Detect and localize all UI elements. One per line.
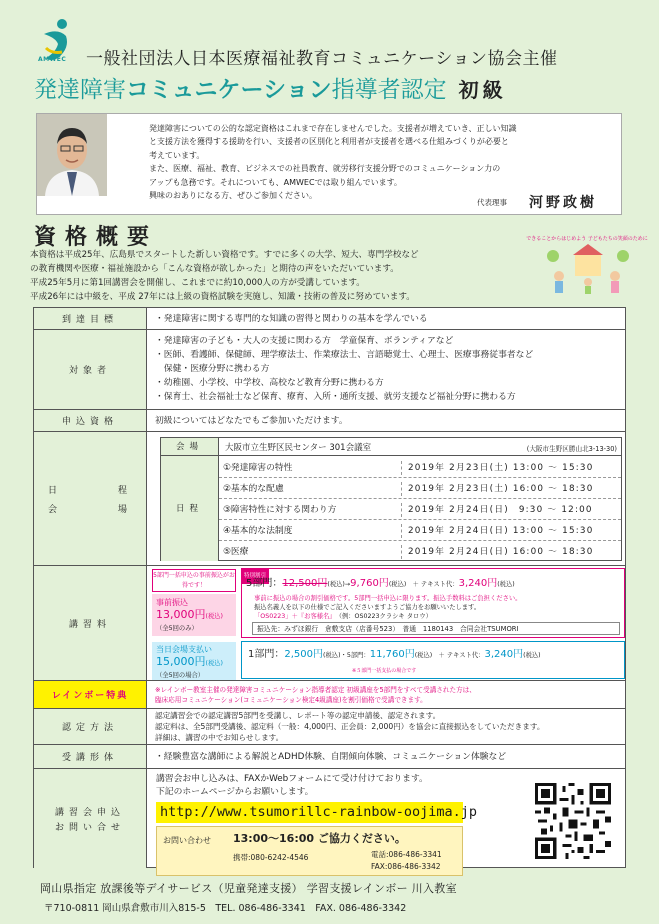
intro-line: と支援方法を獲得する援助を行い、支援者の区別化と利用者が支援者を選べる仕組みづくりが必要と [149, 137, 509, 147]
days-label: 日程 [161, 456, 219, 561]
rainbow-label: レインボー特典 [34, 681, 147, 708]
intro-line: 考えています。 [149, 150, 205, 160]
dayof-tax: (税込) [205, 660, 224, 667]
session-row [219, 499, 621, 520]
bank-info: 振込先：みずほ銀行 倉敷支店（店番号523） 普通 1180143 合同会社TSUMORI [252, 622, 620, 635]
row-schedule [34, 431, 625, 565]
requirement-label: 申込資格 [34, 410, 147, 431]
title-part2: コミュニケーション [126, 77, 332, 103]
info-table [33, 307, 626, 871]
homepage-link[interactable]: http://www.tsumorillc-rainbow-oojima.jp [156, 802, 463, 823]
special-tax: (税込) [497, 581, 515, 588]
row-target [34, 329, 625, 409]
target-line: ・発達障害の子ども・大人の支援に関わる方 学童保育、ボランティアなど [155, 336, 454, 346]
venue-label: 会場 [161, 438, 219, 455]
fee-note: 5部門一括申込の事前振込がお得です！ [152, 569, 236, 592]
fee-label: 講習料 [34, 566, 147, 680]
inquiry-box [156, 826, 463, 876]
special-discount-box [241, 568, 625, 638]
overview-heading: 資格概要 [34, 225, 159, 250]
tel-number: 電話:086-486-3341 [371, 850, 442, 859]
dayof-note: ※５部門一括支払の場合です [352, 668, 417, 674]
intro-line: 興味のおありになる方、ぜひご参加ください。 [149, 191, 317, 200]
special-note3a: 「OS0223」＋『お客様名』 [254, 613, 333, 620]
schedule-label [34, 432, 147, 565]
dayof-detail-box [241, 641, 625, 679]
dayof-line-b: (税込)・5部門： [323, 652, 370, 659]
qr-code-icon[interactable] [535, 783, 611, 859]
rainbow-line: ※レインボー教室主催の発達障害コミュニケーション指導者認定 初級講座を5部門をすべて受講された方は、 [155, 685, 476, 694]
cert-line: 認定講習会での認定講習5部門を受講し、レポート等の認定申請後、認定されます。 [155, 711, 441, 720]
dayof-line-a: 1部門： [248, 649, 285, 660]
inquiry-hours: 13:00～16:00 ご協力ください。 [233, 832, 406, 845]
goal-label: 到達目標 [34, 308, 147, 329]
venue-row [161, 438, 621, 456]
page-title [34, 71, 507, 104]
director-photo [37, 114, 107, 196]
venue-name: 大阪市立生野区民センター 301会議室 [225, 443, 372, 453]
inquiry-label: お問い合わせ [163, 836, 211, 845]
session-row [219, 478, 621, 499]
cert-line: 詳細は、講習の中でお知らせします。 [155, 733, 284, 742]
dayof-line-c-price: 3,240円 [484, 649, 524, 660]
contact-line2: 下記のホームページからお願いします。 [156, 787, 314, 797]
goal-text: ・発達障害に関する専門的な知識の習得と関わりの基本を学んでいる [155, 313, 428, 324]
footer-org: 岡山県指定 放課後等デイサービス（児童発達支援） 学習支援レインボー 川入教室 [40, 882, 457, 895]
dayof-line-a-price: 2,500円 [284, 649, 324, 660]
requirement-text: 初級についてはどなたでもご参加いただけます。 [155, 415, 348, 426]
prepay-title: 事前振込 [156, 598, 188, 607]
special-text-label: (税込) ＋ テキスト代： [388, 581, 459, 588]
special-text-price: 3,240円 [458, 578, 498, 589]
special-note2: 振込名義人を以下の仕様でご記入くださいますようご協力をお願いいたします。 [254, 604, 481, 611]
format-label: 受講形体 [34, 745, 147, 768]
schedule-label-line2: 会 場 [47, 504, 132, 515]
row-contact [34, 768, 625, 871]
row-goal [34, 307, 625, 329]
target-line: ・幼稚園、小学校、中学校、高校など教育分野に携わる方 [155, 378, 384, 388]
target-line: ・保育士、社会福祉士など保育、療育、入所・通所支援、就労支援など福祉分野に携わる方 [155, 392, 516, 402]
dayof-line-b-price: 11,760円 [369, 649, 415, 660]
session-date: 2019年 2月24日(日) 9:30 ～ 12:00 [401, 503, 593, 517]
special-new-price: 9,760円 [350, 578, 389, 589]
dayof-price: 15,000円 [156, 655, 206, 668]
target-line: 保健・医療分野に携わる方 [155, 364, 270, 374]
dayof-box [152, 642, 236, 680]
overview-line: 本資格は平成25年、広島県でスタートした新しい資格です。すでに多くの大学、短大、専門学校など [30, 250, 419, 260]
prepay-box [152, 594, 236, 636]
title-part1: 発達障害 [34, 77, 126, 103]
logo-text: AMWEC [38, 56, 67, 63]
children-illustration-icon [526, 232, 648, 296]
schedule-label-line1: 日 程 [47, 485, 132, 496]
session-row [219, 520, 621, 541]
row-cert [34, 708, 625, 744]
sign-name: 河野政樹 [529, 195, 597, 211]
dayof-condition: （全5回の場合） [156, 672, 205, 679]
organizer-text: 一般社団法人日本医療福祉教育コミュニケーション協会主催 [86, 49, 558, 69]
intro-box [36, 113, 622, 215]
illustration-caption: できることからはじめよう 子どもたちの笑顔のために [526, 236, 648, 242]
session-title: ④基本的な法制度 [223, 526, 293, 536]
contact-label-line1: 講習会申込 [54, 807, 125, 818]
session-row [219, 541, 621, 562]
contact-label-line2: お問い合せ [54, 822, 125, 833]
row-fee [34, 565, 625, 680]
special-note1: 事前に振込の場合の割引価格です。5部門一括申込に限ります。振込手数料はご負担ください。 [254, 595, 522, 602]
prepay-price: 13,000円 [156, 608, 206, 621]
overview-line: 平成26年には中級を、平成 27年には上級の資格試験を実施し、知識・技術の普及に努めています。 [30, 292, 415, 302]
row-format [34, 744, 625, 768]
target-line: ・医師、看護師、保健師、理学療法士、作業療法士、言語聴覚士、心理士、医療事務従事者など [155, 350, 534, 360]
session-date: 2019年 2月23日(土) 13:00 ～ 15:30 [401, 461, 594, 475]
session-date: 2019年 2月24日(日) 16:00 ～ 18:30 [401, 545, 594, 559]
title-level: 初級 [458, 78, 507, 102]
session-title: ②基本的な配慮 [223, 484, 284, 494]
special-badge: 特別割引 [241, 568, 269, 584]
format-text: ・経験豊富な講師による解説とADHD体験、自閉傾向体験、コミュニケーション体験など [155, 751, 507, 762]
cert-line: 認定料は、全5部門受講後、認定料（一般：4,000円、正会員：2,000円）を協会に直接振込をしていただきます。 [155, 722, 545, 731]
session-title: ③障害特性に対する関わり方 [223, 505, 337, 515]
special-arrow: (税込)→ [327, 581, 351, 588]
intro-line: アップも急務です。それについても、AMWECでは取り組んでいます。 [149, 177, 402, 187]
title-part3: 指導者認定 [331, 77, 447, 103]
venue-address: (大阪市生野区勝山北3-13-30) [526, 445, 617, 453]
overview-line: の教育機関や医療・福祉施設から「こんな資格が欲しかった」と期待の声をいただいています。 [30, 264, 399, 274]
sign-role: 代表理事 [477, 198, 507, 207]
contact-label [34, 769, 147, 868]
special-note3b: （例：OS0223クラシキ タロウ） [332, 613, 432, 620]
cert-label: 認定方法 [34, 709, 147, 744]
session-date: 2019年 2月23日(土) 16:00 ～ 18:30 [401, 482, 594, 496]
session-title: ①発達障害の特性 [223, 463, 293, 473]
intro-line: 発達障害についての公的な認定資格はこれまで存在しませんでした。支援者が増えていき、正しい知識 [149, 124, 517, 133]
overview-line: 平成25年5月に第1回講習会を開催し、これまでに約10,000人の方が受講しています。 [30, 278, 365, 288]
rainbow-line: 臨床応用コミュニケーション(コミュニケーション検定4級講座)を割引価格で受講できます。 [155, 695, 427, 704]
schedule-table [160, 437, 622, 561]
mobile-number: 携帯:080-6242-4546 [233, 853, 309, 862]
row-requirement [34, 409, 625, 431]
dayof-line-c: (税込) ＋ テキスト代： [414, 652, 485, 659]
dayof-title: 当日会場支払い [156, 645, 212, 654]
special-main-label: 5部門： [246, 578, 283, 589]
intro-line: また、医療、福祉、教育、ビジネスでの社員教育、就労移行支援分野でのコミュニケーション力の [149, 164, 501, 174]
special-old-price: 12,500円 [282, 578, 328, 589]
footer-address: 〒710-0811 岡山県倉敷市川入815-5 TEL. 086-486-3341 FAX. 086-486-3342 [44, 903, 407, 914]
dayof-line-tax: (税込) [523, 652, 541, 659]
contact-line1: 講習会お申し込みは、FAXかWebフォームにて受け付けております。 [156, 774, 428, 784]
target-label: 対象者 [34, 330, 147, 409]
prepay-tax: (税込) [205, 613, 224, 620]
fax-number: FAX:086-486-3342 [371, 862, 441, 871]
session-title: ⑤医療 [223, 547, 249, 557]
session-date: 2019年 2月24日(日) 13:00 ～ 15:30 [401, 524, 594, 538]
session-row [219, 457, 621, 478]
prepay-condition: （全5回のみ） [156, 625, 198, 632]
row-rainbow [34, 680, 625, 708]
